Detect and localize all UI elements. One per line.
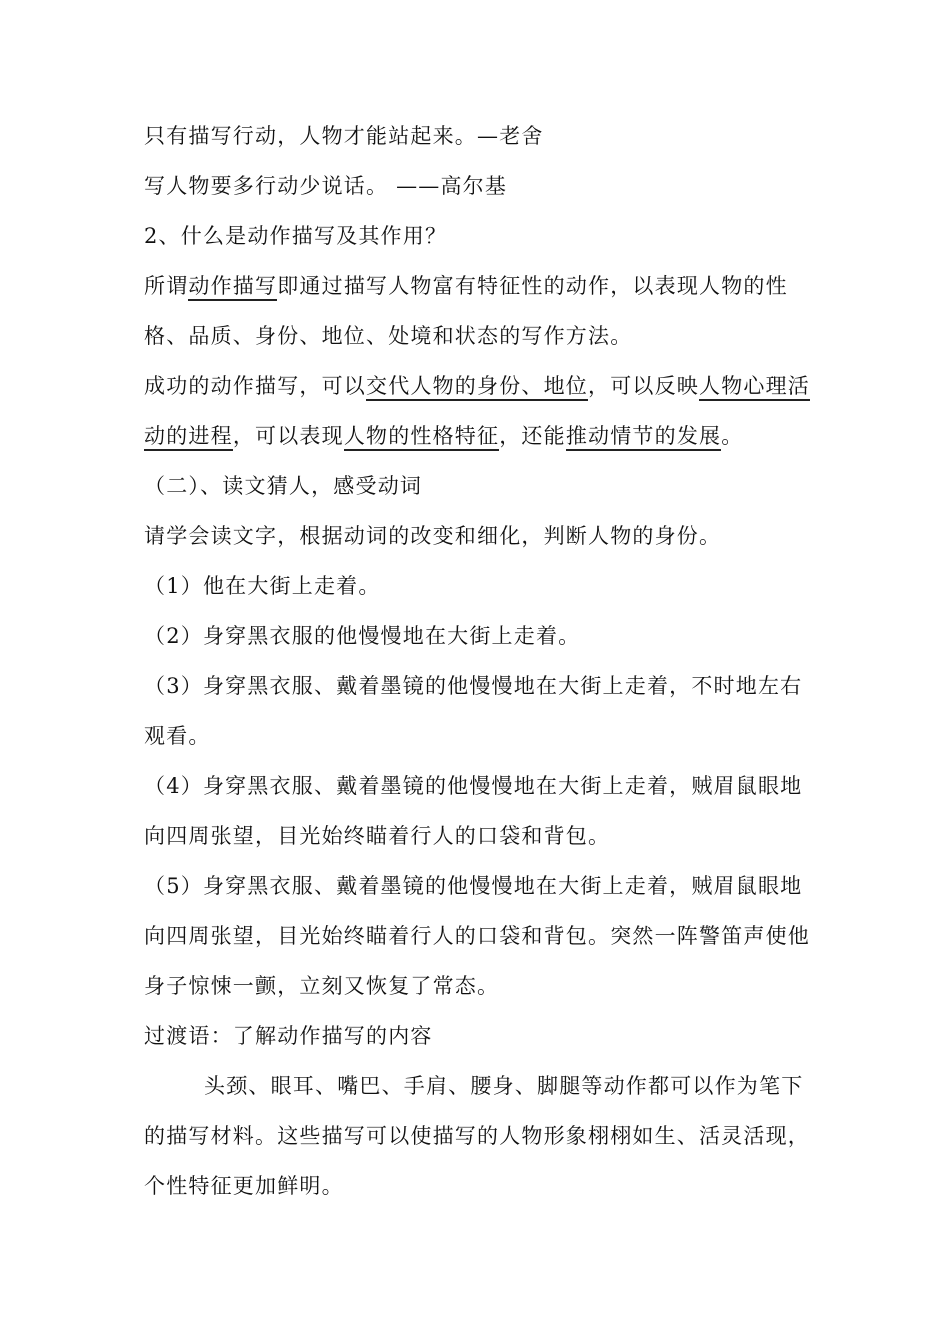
- example-3-line-1: （3）身穿黑衣服、戴着墨镜的他慢慢地在大街上走着，不时地左右: [144, 674, 803, 698]
- transition-heading: 过渡语：了解动作描写的内容: [144, 1024, 433, 1048]
- quote-gorky: 写人物要多行动少说话。 ——高尔基: [144, 174, 508, 198]
- text-segment: ，可以表现: [232, 424, 344, 448]
- example-5-line-1: （5）身穿黑衣服、戴着墨镜的他慢慢地在大街上走着，贼眉鼠眼地: [144, 874, 803, 898]
- text-segment: ，可以反映: [588, 374, 699, 398]
- text-segment: 。: [721, 424, 744, 448]
- example-5-line-3: 身子惊悚一颤，立刻又恢复了常态。: [144, 974, 500, 998]
- example-5-line-2: 向四周张望，目光始终瞄着行人的口袋和背包。突然一阵警笛声使他: [144, 924, 810, 948]
- text-segment: 即通过描写人物富有特征性的动作，以表现人物的性: [277, 274, 788, 298]
- example-2: （2）身穿黑衣服的他慢慢地在大街上走着。: [144, 624, 581, 648]
- example-3-line-2: 观看。: [144, 724, 211, 748]
- underlined-phrase: 动的进程: [144, 424, 233, 451]
- example-4-line-2: 向四周张望，目光始终瞄着行人的口袋和背包。: [144, 824, 611, 848]
- function-line-1: [144, 372, 810, 400]
- content-paragraph-line-3: 个性特征更加鲜明。: [144, 1174, 344, 1198]
- function-line-2: [144, 422, 743, 450]
- underlined-phrase: 推动情节的发展: [566, 424, 721, 451]
- underlined-phrase: 交代人物的身份、地位: [366, 374, 588, 401]
- example-4-line-1: （4）身穿黑衣服、戴着墨镜的他慢慢地在大街上走着，贼眉鼠眼地: [144, 774, 803, 798]
- instruction-text: 请学会读文字，根据动词的改变和细化，判断人物的身份。: [144, 524, 722, 548]
- text-segment: ，还能: [499, 424, 566, 448]
- content-paragraph-line-1: 头颈、眼耳、嘴巴、手肩、腰身、脚腿等动作都可以作为笔下: [204, 1074, 804, 1098]
- quote-laoshe: 只有描写行动，人物才能站起来。—老舍: [144, 124, 544, 148]
- underlined-term: 动作描写: [188, 274, 277, 301]
- definition-line-2: 格、品质、身份、地位、处境和状态的写作方法。: [144, 324, 633, 348]
- underlined-phrase: 人物的性格特征: [344, 424, 499, 451]
- example-1: （1）他在大街上走着。: [144, 574, 381, 598]
- section-heading-2: 2、什么是动作描写及其作用？: [144, 224, 448, 248]
- underlined-phrase: 人物心理活: [699, 374, 810, 401]
- content-paragraph-line-2: 的描写材料。这些描写可以使描写的人物形象栩栩如生、活灵活现，: [144, 1124, 810, 1148]
- definition-line-1: [144, 272, 788, 300]
- text-segment: 所谓: [144, 274, 189, 298]
- text-segment: 成功的动作描写，可以: [144, 374, 366, 398]
- section-heading-two: （二）、读文猜人，感受动词: [144, 474, 423, 498]
